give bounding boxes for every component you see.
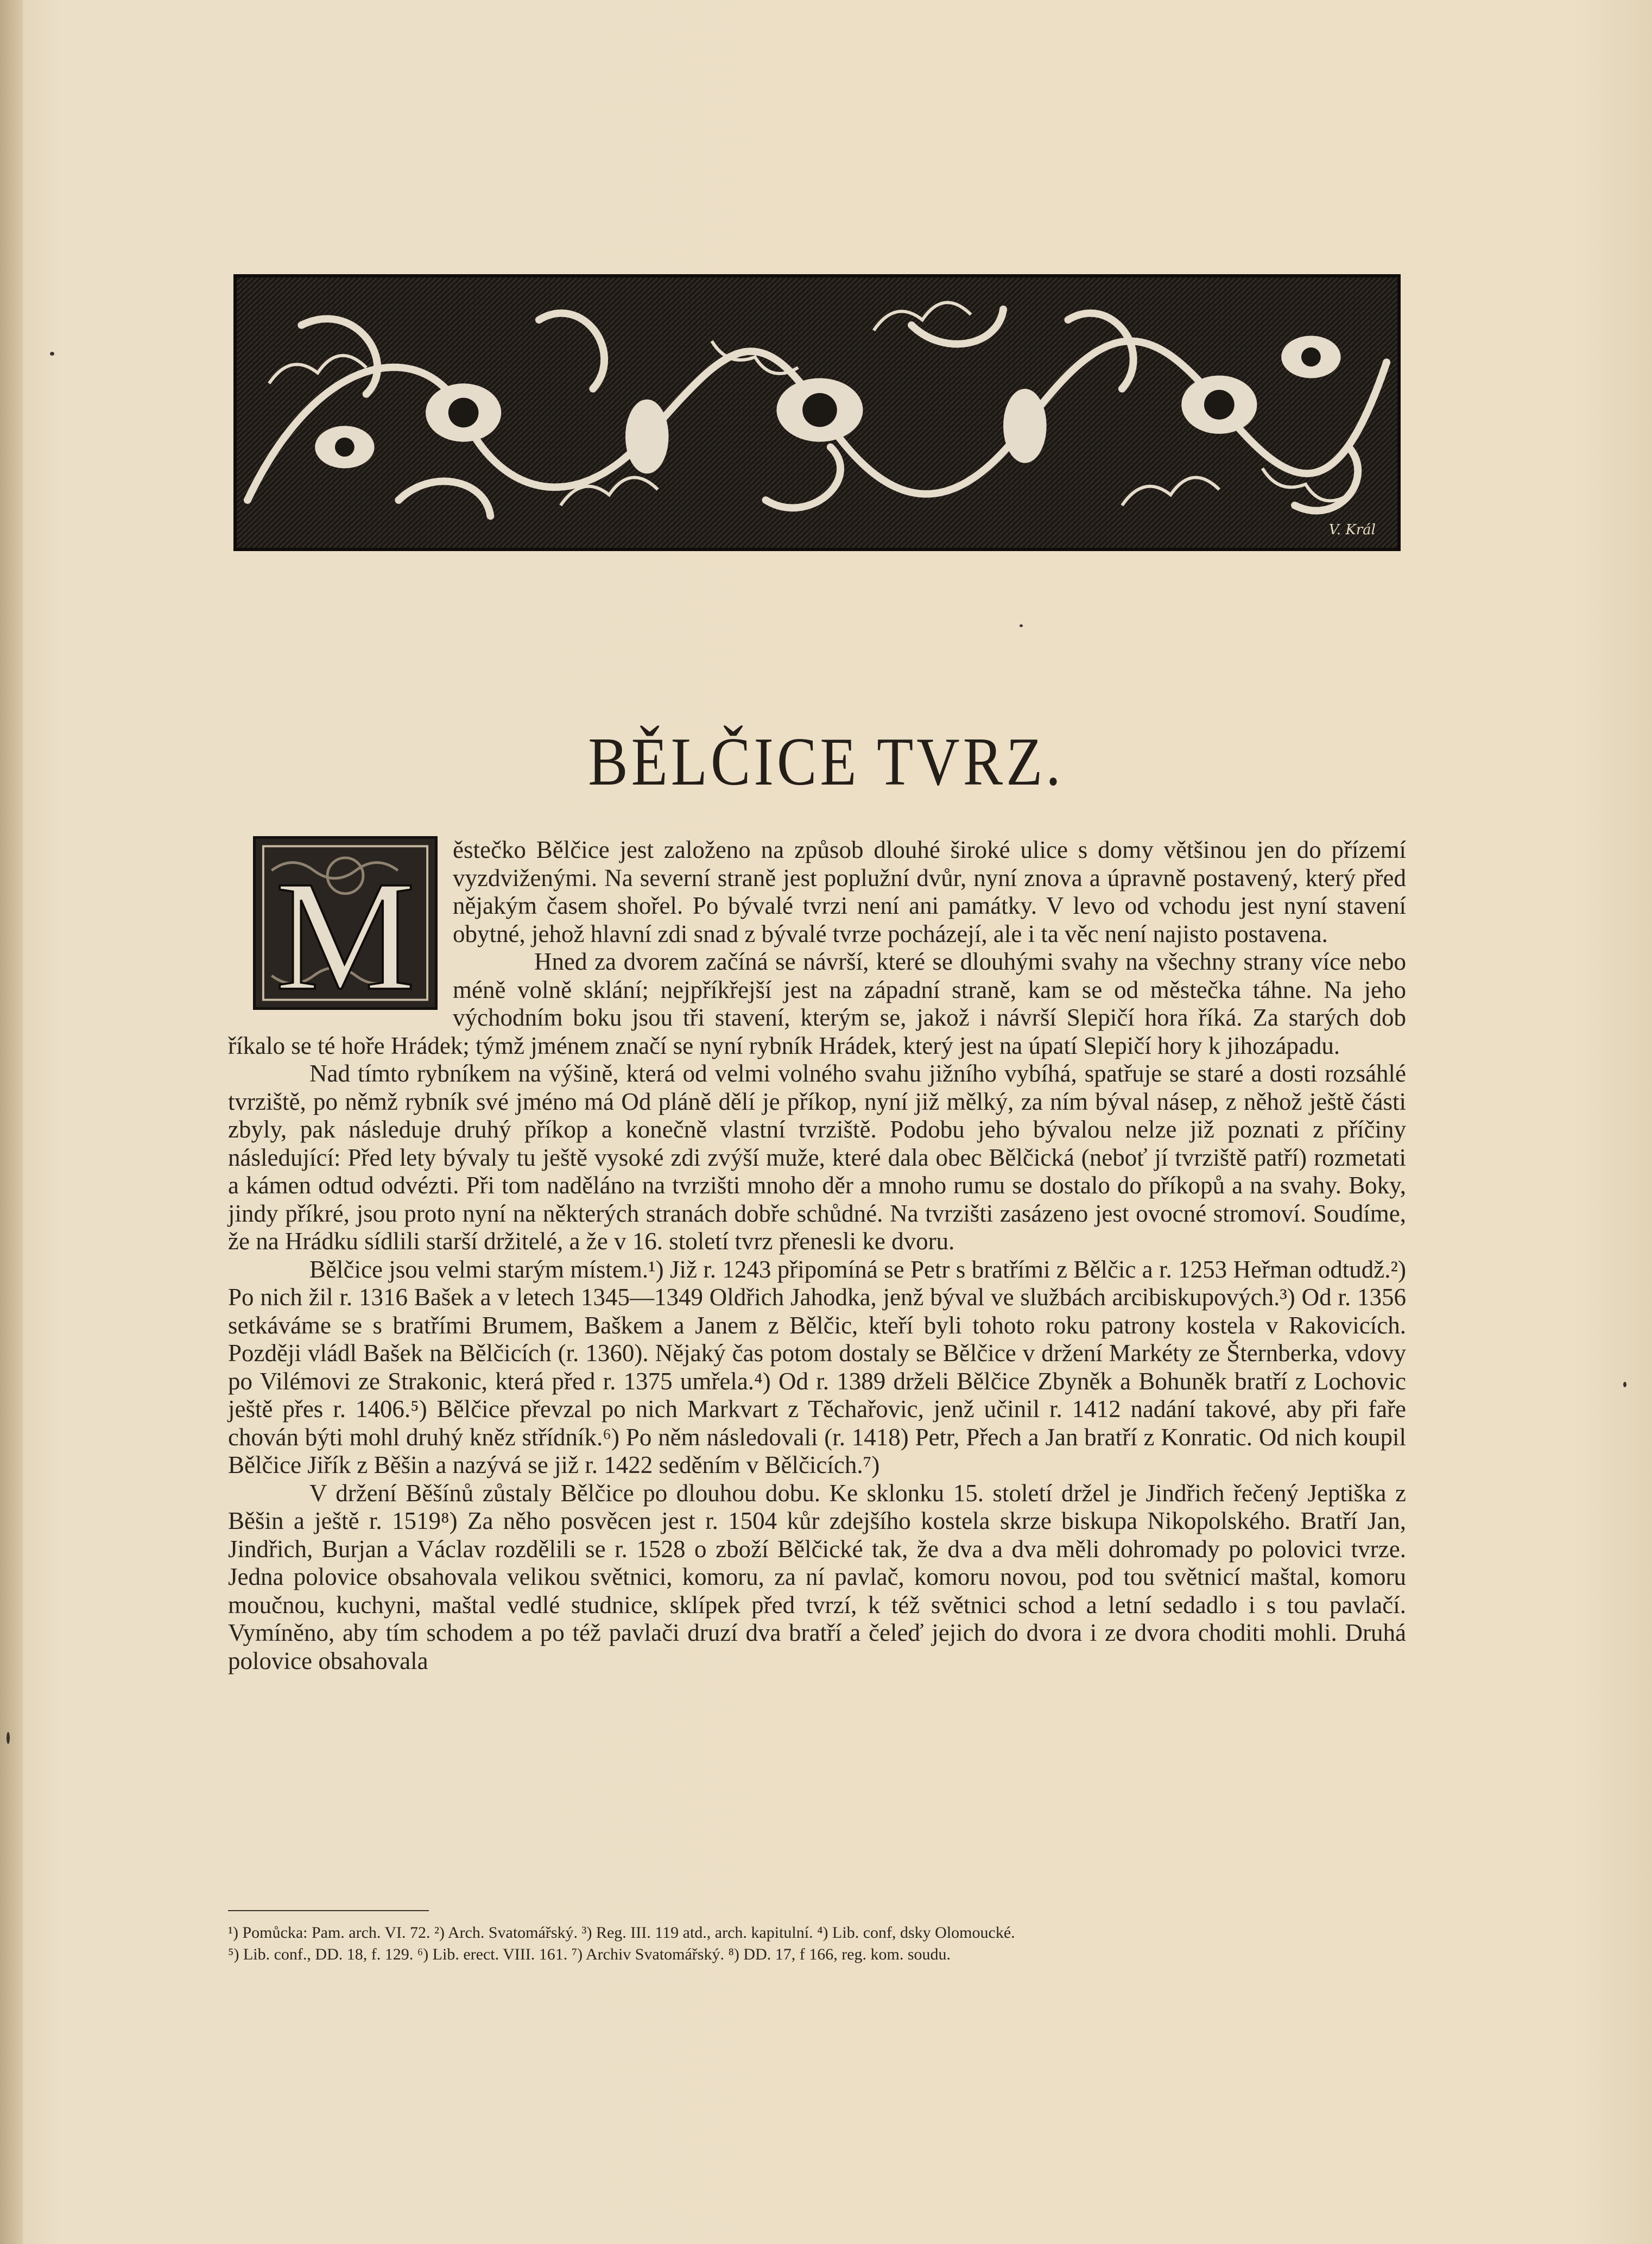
main-text [228,836,1406,1675]
footnote-line: ⁵) Lib. conf., DD. 18, f. 129. ⁶) Lib. erect. VIII. 161. ⁷) Archiv Svatomářský. ⁸) DD. 17, f 166, reg. kom. soudu. [228,1945,951,1963]
paragraph: Bělčice jsou velmi starým místem.¹) Již r. 1243 připomíná se Petr s bratřími z Bělčic a r. 1253 Heřman odtudž.²) Po nich žil r. 1316 Bašek a v letech 1345—1349 Oldřich Jahodka, jenž býval ve službách arcibiskupových.³) Od r. 1356 setkáváme se s bratřími Brumem, Baškem a Janem z Bělčic, kteří byli tohoto roku patrony kostela v Rakovicích. Později vládl Bašek na Bělčicích (r. 1360). Nějaký čas potom dostaly se Bělčice v držení Markéty ze Šternberka, vdovy po Vilémovi ze Strakonic, která před r. 1375 umřela.⁴) Od r. 1389 drželi Bělčice Zbyněk a Bohuněk bratří z Lochovic ještě přes r. 1406.⁵) Bělčice převzal po nich Markvart z Těchařovic, jenž učinil r. 1412 nadání takové, aby při faře chován býti mohl druhý kněz střídník.⁶) Po něm následovali (r. 1418) Petr, Přech a Jan bratří z Konratic. Od nich koupil Bělčice Jiřík z Běšin a nazývá se již r. 1422 seděním v Bělčicích.⁷) [228,1255,1406,1478]
paragraph: Nad tímto rybníkem na výšině, která od velmi volného svahu jižního vybíhá, spatřuje se staré a dosti rozsáhlé tvrziště, po němž rybník své jméno má Od pláně dělí je příkop, nyní již mělký, za ním býval násep, z něhož ještě části zbyly, pak následuje druhý příkop a konečně vlastní tvrziště. Podobu jeho bývalou nelze již poznati z příčiny následující: Před lety bývaly tu ještě vysoké zdi zvýší muže, které dala obec Bělčická (neboť jí tvrziště patří) rozmetati a kámen odtud odvézti. Při tom naděláno na tvrzišti mnoho děr a mnoho rumu se dostalo do příkopů a na svahy. Boky, jindy příkré, jsou proto nyní na některých stranách dobře schůdné. Na tvrzišti zasázeno jest ovocné stromoví. Soudíme, že na Hrádku sídlili starší držitelé, a že v 16. století tvrz přenesli ke dvoru. [228,1060,1406,1255]
paragraph: V držení Běšínů zůstaly Bělčice po dlouhou dobu. Ke sklonku 15. století držel je Jindřich řečený Jeptiška z Běšin a ještě r. 1519⁸) Za něho posvěcen jest r. 1504 kůr zdejšího kostela skrze biskupa Nikopolského. Bratří Jan, Jindřich, Burjan a Václav rozdělili se r. 1528 o zboží Bělčické tak, že dva a dva měli dohromady po polovici tvrze. Jedna polovice obsahovala velikou světnici, komoru, za ní pavlač, komoru novou, pod tou světnicí maštal, komoru moučnou, kuchyni, maštal vedlé studnice, sklípek před tvrzí, k též světnici schod a letní sedadlo i s tou pavlačí. Vymíněno, aby tím schodem a po též pavlači druzí dva bratří a čeleď jejich do dvora i ze dvora choditi mohli. Druhá polovice obsahovala [228,1479,1406,1674]
page-gutter [0,0,23,2244]
paragraph: Hned za dvorem začíná se návrší, které se dlouhými svahy na všechny strany více nebo méně volně sklání; nejpříkřejší jest na západní straně, kam se od městečka táhne. Na jeho východním boku jsou tři stavení, kterým se, jakož i návrší Slepičí hora říká. Za starých dob říkalo se té hoře Hrádek; týmž jménem značí se nyní rybník Hrádek, který jest na úpatí Slepičí hory k jihozápadu. [228,948,1406,1059]
footnote-rule [228,1910,429,1911]
ornamental-headpiece [233,274,1401,551]
paragraph: ěstečko Bělčice jest založeno na způsob dlouhé široké ulice s domy většinou jen do přízemí vyzdviženými. Na severní straně jest poplužní dvůr, nyní znova a úpravně postavený, který před nějakým časem shořel. Po bývalé tvrzi není ani památky. V levo od vchodu jest nyní stavení obytné, jehož hlavní zdi snad z bývalé tvrze pocházejí, ale i ta věc není najisto postavena. [453,836,1406,947]
floral-scroll-ornament [237,277,1397,548]
footnote-line: ¹) Pomůcka: Pam. arch. VI. 72. ²) Arch. Svatomářský. ³) Reg. III. 119 atd., arch. kapitulní. ⁴) Lib. conf, dsky Olomoucké. [228,1924,1015,1942]
page-title: BĚLČICE TVRZ. [588,723,1064,800]
footnotes [228,1922,1406,1965]
initial-letter: M [275,848,416,1007]
ornamental-initial [253,836,438,1010]
initial-letter-ornament [256,839,435,1007]
artist-signature: V. Král [1328,522,1376,538]
